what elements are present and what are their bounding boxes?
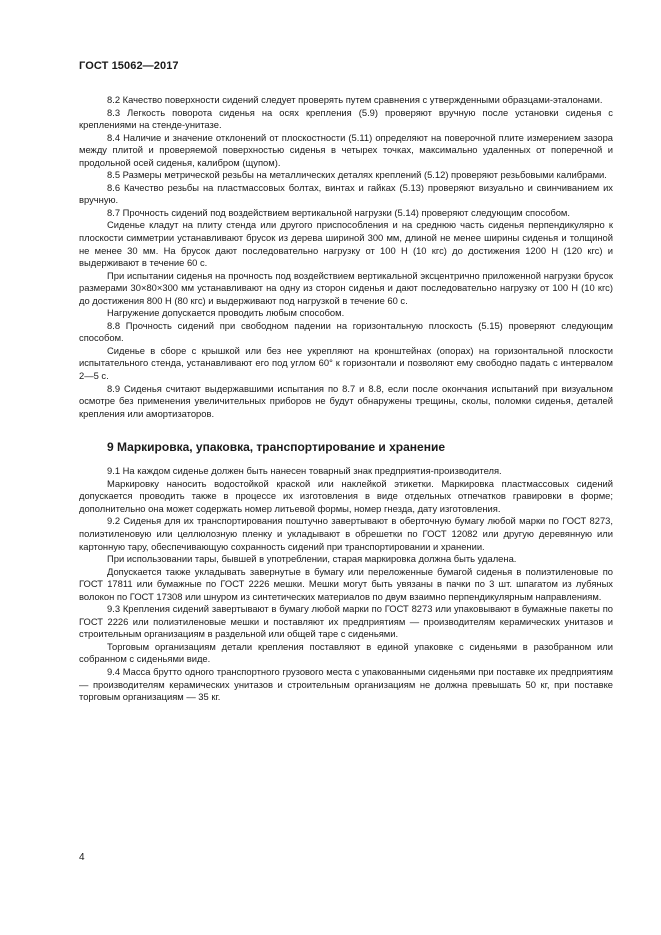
paragraph-8-7: 8.7 Прочность сидений под воздействием вертикальной нагрузки (5.14) проверяют следующим способом. bbox=[107, 206, 570, 218]
paragraph-9-1: 9.1 На каждом сиденье должен быть нанесен товарный знак предприятия-производителя. bbox=[107, 465, 502, 477]
document-header: ГОСТ 15062—2017 bbox=[79, 60, 179, 72]
paragraph-9-2-reuse: При использовании тары, бывшей в употреблении, старая маркировка должна быть удалена. bbox=[107, 553, 517, 565]
paragraph-8-8-method: Сиденье в сборе с крышкой или без нее укрепляют на кронштейнах (опорах) на горизонтальной плоскости испытательного стенда, устанавливают его под углом 60° к горизонтали и позволяют ему свободно падать с интервалом 2—5 с. bbox=[79, 344, 613, 382]
document-body bbox=[79, 94, 613, 704]
paragraph-8-4: 8.4 Наличие и значение отклонений от плоскостности (5.11) определяют на поверочной плите измерением зазора между плитой и проверяемой поверхностью сиденья в четырех точках, максимально удаленных от поперечной и продольной осей сиденья, калибром (щупом). bbox=[79, 131, 613, 168]
paragraph-9-1-marking: Маркировку наносить водостойкой краской или наклейкой этикетки. Маркировка пластмассовых сидений допускается проводить также в процессе их изготовления в виде отдельных отпечатков гравировки в форме; дополнительно она может содержать номер литьевой формы, номер гнезда, дату изготовления. bbox=[79, 477, 613, 514]
paragraph-9-3: 9.3 Крепления сидений завертывают в бумагу любой марки по ГОСТ 8273 или упаковывают в бумажные пакеты по ГОСТ 2226 или полиэтиленовые мешки и поставляют их предприятиям — производителям керамических унитазов и строительным организациям в раздельной или общей таре с сиденьями. bbox=[79, 603, 613, 640]
paragraph-8-8: 8.8 Прочность сидений при свободном падении на горизонтальную плоскость (5.15) проверяют следующим способом. bbox=[79, 319, 613, 344]
paragraph-8-5: 8.5 Размеры метрической резьбы на металлических деталях креплений (5.12) проверяют резьбовыми калибрами. bbox=[107, 169, 607, 181]
paragraph-9-4: 9.4 Масса брутто одного транспортного грузового места с упакованными сиденьями при поставке их предприятиям — производителям керамических унитазов и строительным организациям не должна превышать 50 кг, при поставке торговым организациям — 35 кг. bbox=[79, 665, 613, 703]
paragraph-8-6: 8.6 Качество резьбы на пластмассовых болтах, винтах и гайках (5.13) проверяют визуально и свинчиванием их вручную. bbox=[79, 181, 613, 206]
paragraph-8-7-eccentric: При испытании сиденья на прочность под воздействием вертикальной эксцентрично приложенной нагрузки брусок размерами 30×80×300 мм устанавливают на одну из сторон сиденья и дают последовательно нагрузку от 100 Н (10 кгс) до достижения 800 Н (80 кгс) и выдерживают под нагрузкой в течение 60 с. bbox=[79, 269, 613, 306]
page-number: 4 bbox=[79, 852, 85, 863]
paragraph-8-9: 8.9 Сиденья считают выдержавшими испытания по 8.7 и 8.8, если после окончания испытаний при визуальном осмотре без применения увеличительных приборов не будут обнаружены трещины, сколы, поломки сиденья, деталей крепления или амортизаторов. bbox=[79, 382, 613, 419]
paragraph-9-2-bags: Допускается также укладывать завернутые в бумагу или переложенные бумагой сиденья в полиэтиленовые по ГОСТ 17811 или бумажные по ГОСТ 2226 мешки. Мешки могут быть увязаны в пачки по 3 шт. шпагатом из лубяных волокон по ГОСТ 17308 или шнуром из синтетических материалов по двум взаимно перпендикулярным направлениям. bbox=[79, 565, 613, 602]
paragraph-8-7-method: Сиденье кладут на плиту стенда или другого приспособления и на среднюю часть сиденья перпендикулярно к плоскости симметрии устанавливают брусок из дерева шириной 300 мм, длиной не менее ширины сиденья и толщиной не менее 30 мм. На брусок дают последовательно нагрузку от 100 Н (10 кгс) до достижения 1200 Н (120 кгс) и выдерживают в течение 60 с. bbox=[79, 219, 613, 269]
section-9-title: 9 Маркировка, упаковка, транспортирование и хранение bbox=[107, 440, 446, 455]
paragraph-8-7-loading: Нагружение допускается проводить любым способом. bbox=[107, 307, 345, 319]
paragraph-8-3: 8.3 Легкость поворота сиденья на осях крепления (5.9) проверяют вручную после установки сиденья с креплениями на стенде-унитазе. bbox=[79, 106, 613, 131]
paragraph-9-2: 9.2 Сиденья для их транспортирования поштучно завертывают в оберточную бумагу любой марки по ГОСТ 8273, полиэтиленовую или целлюлозную пленку и укладывают в обрешетки по ГОСТ 12082 или другую деревянную или картонную тару, обеспечивающую сохранность сидений при транспортировании и хранении. bbox=[79, 515, 613, 552]
paragraph-9-3-trade: Торговым организациям детали крепления поставляют в единой упаковке с сиденьями в разобранном или собранном с сиденьями виде. bbox=[79, 640, 613, 665]
paragraph-8-2: 8.2 Качество поверхности сидений следует проверять путем сравнения с утвержденными образцами-эталонами. bbox=[107, 94, 603, 105]
